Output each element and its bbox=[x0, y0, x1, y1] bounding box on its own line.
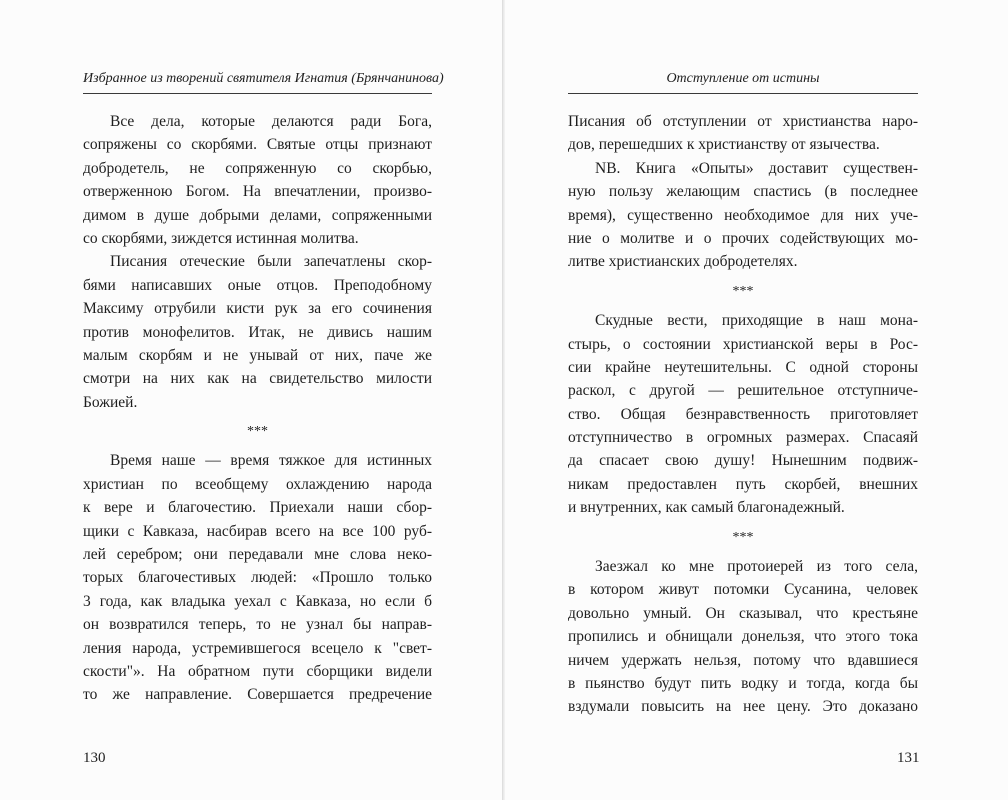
text-line: стырь, о состоянии христианской веры в Рос- bbox=[568, 335, 918, 353]
text-line: время), существенно необходимое для них уче- bbox=[568, 206, 918, 224]
text-line: Писания об отступлении от христианства наро- bbox=[568, 113, 918, 130]
text-line: и внутренних, как самый благонадежный. bbox=[568, 499, 845, 517]
text-line: в котором живут потомки Сусанина, человек bbox=[568, 581, 918, 599]
right-running-head: Отступление от истины bbox=[666, 71, 820, 86]
section-separator: *** bbox=[732, 529, 754, 545]
section-separator: *** bbox=[732, 283, 754, 299]
section-separator: *** bbox=[247, 424, 268, 440]
right-page bbox=[505, 0, 1008, 800]
text-line: скости"». На обратном пути сборщики видели bbox=[83, 662, 432, 680]
text-line: ничем удержать нельзя, потому что вдавшиеся bbox=[568, 651, 918, 669]
text-line: христиан по всеобщему охлаждению народа bbox=[83, 475, 432, 493]
text-line: сопряжены со скорбями. Святые отцы признают bbox=[83, 136, 432, 154]
text-line: никам предоставлен путь скорбей, внешних bbox=[568, 475, 918, 493]
text-line: отверженною Богом. На впечатлении, произво- bbox=[83, 183, 432, 201]
text-line: ления народа, устремившегося всецело к "свет- bbox=[83, 639, 432, 657]
text-line: Время наше — время тяжкое для истинных bbox=[110, 452, 432, 470]
text-line: NB. Книга «Опыты» доставит существен- bbox=[595, 159, 918, 177]
text-line: ние о молитве и о прочих содействующих мо- bbox=[568, 229, 918, 247]
text-line: довольно умный. Он сказывал, что крестьяне bbox=[568, 604, 918, 622]
text-line: добродетель, не сопряженную со скорбью, bbox=[83, 159, 432, 177]
right-header-rule bbox=[568, 93, 918, 94]
text-line: Максиму отрубили кисти рук за его сочинения bbox=[83, 300, 432, 318]
text-line: раскол, с другой — решительное отступниче- bbox=[568, 382, 918, 400]
text-line: вздумали повысить на нее цену. Это доказано bbox=[568, 698, 918, 716]
text-line: в пьянство будут пить водку и тогда, когда бы bbox=[568, 674, 918, 692]
text-line: лей серебром; они передавали мне слова неко- bbox=[83, 546, 432, 564]
text-line: Заезжал ко мне протоиерей из того села, bbox=[595, 558, 918, 576]
left-header-rule bbox=[83, 93, 432, 94]
right-page-body bbox=[568, 110, 918, 719]
text-line: димом в душе добрыми делами, сопряженными bbox=[83, 206, 432, 224]
left-running-head: Избранное из творений святителя Игнатия (Брянчанинова) bbox=[83, 71, 444, 86]
text-line: он возвратился теперь, то не узнал бы направ- bbox=[83, 616, 432, 634]
text-line: литве христианских добродетелях. bbox=[568, 253, 798, 271]
text-line: то же направление. Совершается предречение bbox=[83, 686, 432, 704]
text-line: щики с Кавказа, насбирав всего на все 100 руб- bbox=[83, 522, 432, 540]
text-line: ство. Общая безнравственность приготовляет bbox=[568, 405, 918, 423]
left-page-body bbox=[83, 110, 432, 707]
text-line: со скорбями, зиждется истинная молитва. bbox=[83, 229, 359, 247]
text-line: отступничество в огромных размерах. Спасаяй bbox=[568, 429, 918, 447]
text-line: Писания отеческие были запечатлены скор- bbox=[110, 253, 432, 271]
text-line: торых благочестивых людей: «Прошло только bbox=[83, 569, 432, 587]
text-line: да спасает свою душу! Нынешним подвиж- bbox=[568, 452, 918, 470]
text-line: дов, перешедших к христианству от язычества. bbox=[568, 136, 880, 154]
text-line: Все дела, которые делаются ради Бога, bbox=[110, 113, 432, 130]
text-line: против монофелитов. Итак, не дивись нашим bbox=[83, 323, 432, 341]
right-page-number: 131 bbox=[897, 750, 920, 766]
text-line: смотри на них как на свидетельство милости bbox=[83, 370, 432, 388]
text-line: пропились и обнищали донельзя, что этого тока bbox=[568, 628, 918, 646]
left-page-number: 130 bbox=[83, 750, 106, 766]
text-line: ную пользу желающим спастись (в последнее bbox=[568, 183, 918, 201]
text-line: 3 года, как владыка уехал с Кавказа, но если б bbox=[83, 592, 432, 610]
text-line: Скудные вести, приходящие в наш мона- bbox=[595, 312, 918, 330]
text-line: сии крайне неутешительны. С одной стороны bbox=[568, 358, 918, 376]
text-line: Божией. bbox=[83, 393, 138, 411]
text-line: к вере и благочестию. Приехали наши сбор- bbox=[83, 499, 432, 517]
text-line: бями написавших оные отцов. Преподобному bbox=[83, 276, 432, 294]
left-page bbox=[0, 0, 503, 800]
text-line: малым скорбям и не унывай от них, паче же bbox=[83, 346, 432, 364]
